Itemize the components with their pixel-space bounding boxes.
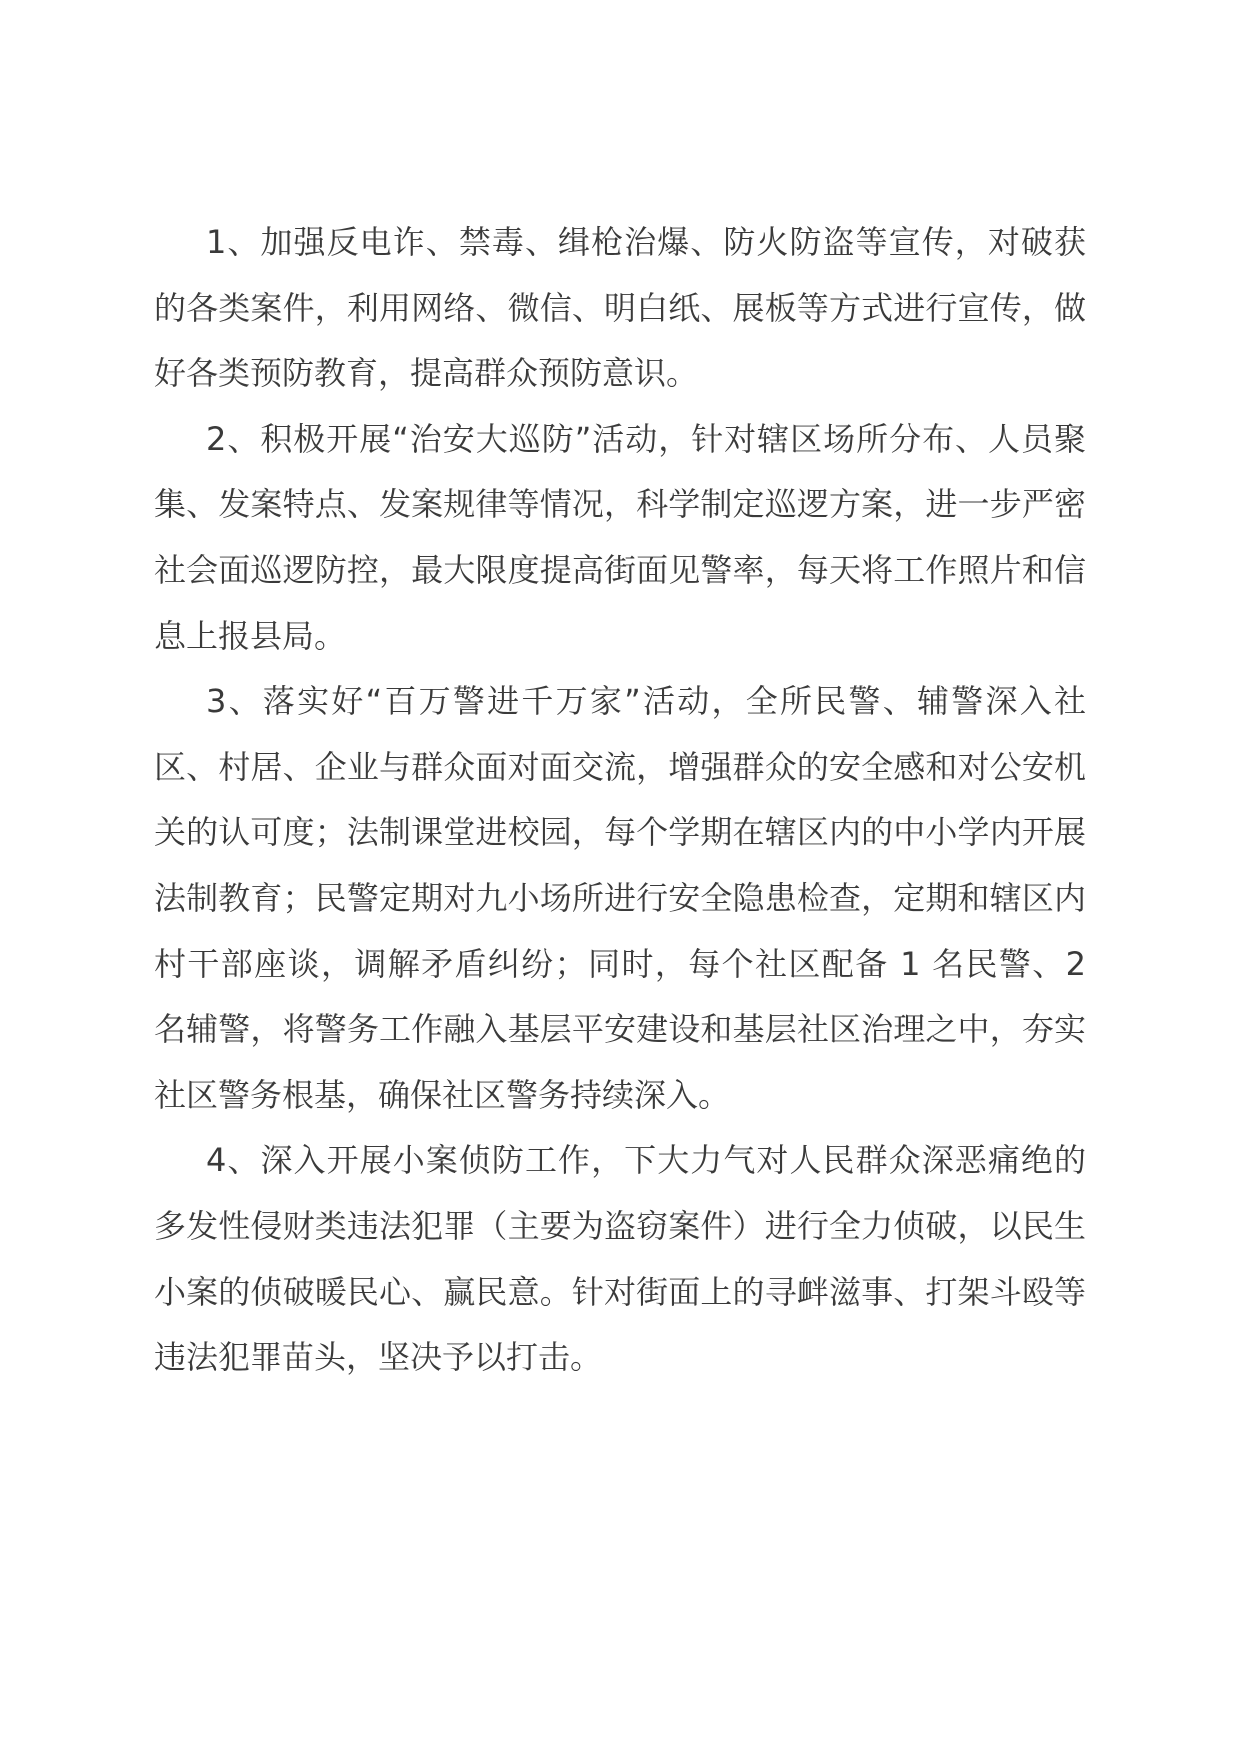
paragraph-4: 4、深入开展小案侦防工作，下大力气对人民群众深恶痛绝的多发性侵财类违法犯罪（主要为盗窃案件）进行全力侦破，以民生小案的侦破暖民心、赢民意。针对街面上的寻衅滋事、打架斗殴等违法犯罪苗头，坚决予以打击。 bbox=[154, 1141, 1086, 1377]
paragraph-1: 1、加强反电诈、禁毒、缉枪治爆、防火防盗等宣传，对破获的各类案件，利用网络、微信、明白纸、展板等方式进行宣传，做好各类预防教育，提高群众预防意识。 bbox=[154, 223, 1086, 393]
document-body bbox=[154, 210, 1086, 1391]
paragraph-2: 2、积极开展“治安大巡防”活动，针对辖区场所分布、人员聚集、发案特点、发案规律等情况，科学制定巡逻方案，进一步严密社会面巡逻防控，最大限度提高街面见警率，每天将工作照片和信息上报县局。 bbox=[154, 419, 1086, 655]
paragraph-3: 3、落实好“百万警进千万家”活动，全所民警、辅警深入社区、村居、企业与群众面对面交流，增强群众的安全感和对公安机关的认可度；法制课堂进校园，每个学期在辖区内的中小学内开展法制教育；民警定期对九小场所进行安全隐患检查，定期和辖区内村干部座谈，调解矛盾纠纷；同时，每个社区配备 1 名民警、2 名辅警，将警务工作融入基层平安建设和基层社区治理之中，夯实社区警务根基，确保社区警务持续深入。 bbox=[154, 682, 1086, 1114]
